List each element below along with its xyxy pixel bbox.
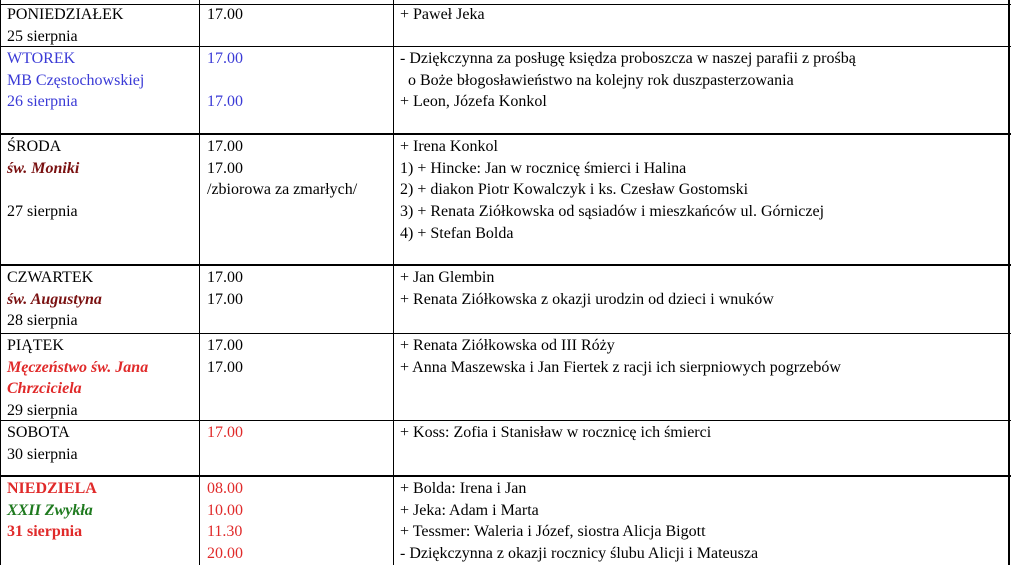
intention-line: 4) + Stefan Bolda	[400, 224, 514, 242]
intention-line: - Dziękczynna za posługę księdza proboszcza w naszej parafii z prośbą	[400, 50, 856, 67]
intention-line: + Jan Glembin	[400, 269, 495, 286]
time-line: 11.30	[207, 523, 243, 541]
column-divider	[0, 0, 1, 565]
intention-line: + Anna Maszewska i Jan Fiertek z racji ich sierpniowych pogrzebów	[400, 358, 841, 376]
intention-line: + Koss: Zofia i Stanisław w rocznicę ich śmierci	[400, 424, 712, 441]
day-line: MB Częstochowskiej	[7, 71, 145, 89]
column-divider	[1008, 0, 1010, 565]
intention-line: 2) + diakon Piotr Kowalczyk i ks. Czesław Gostomski	[400, 181, 749, 199]
row-divider	[0, 4, 1011, 5]
intention-line: 3) + Renata Ziółkowska od sąsiadów i mieszkańców ul. Górniczej	[400, 203, 825, 221]
day-line: 29 sierpnia	[7, 402, 78, 420]
intention-line: + Tessmer: Waleria i Józef, siostra Alicja Bigott	[400, 523, 706, 541]
intention-line: + Leon, Józefa Konkol	[400, 93, 547, 111]
time-line: 17.00	[207, 50, 243, 67]
day-line: SOBOTA	[7, 424, 70, 441]
time-line: 17.00	[207, 424, 243, 441]
day-line: WTOREK	[7, 50, 76, 67]
day-line: 31 sierpnia	[7, 523, 83, 541]
column-divider	[199, 0, 200, 565]
day-line: św. Augustyna	[7, 290, 102, 308]
time-line: 20.00	[207, 545, 243, 563]
time-line: 10.00	[207, 501, 243, 519]
row-divider	[0, 133, 1011, 135]
row-divider	[0, 264, 1011, 266]
time-line: 17.00	[207, 358, 243, 376]
row-divider	[0, 475, 1011, 477]
time-line: 17.00	[207, 290, 243, 308]
intention-line: o Boże błogosławieństwo na kolejny rok duszpasterzowania	[400, 71, 794, 89]
time-line: 17.00	[207, 337, 243, 354]
day-line: 28 sierpnia	[7, 312, 78, 330]
day-line: św. Moniki	[7, 159, 80, 177]
intention-line: - Dziękczynna z okazji rocznicy ślubu Alicji i Mateusza	[400, 545, 759, 563]
row-divider	[0, 420, 1011, 421]
intention-line: + Irena Konkol	[400, 138, 498, 155]
time-line: 17.00	[207, 93, 243, 111]
intention-line: + Bolda: Irena i Jan	[400, 480, 527, 497]
intention-line: + Jeka: Adam i Marta	[400, 501, 539, 519]
day-line: ŚRODA	[7, 138, 62, 155]
day-line: Męczeństwo św. Jana	[7, 358, 149, 376]
time-line: 17.00	[207, 6, 243, 23]
intention-line: + Paweł Jeka	[400, 6, 485, 23]
intention-line: + Renata Ziółkowska z okazji urodzin od dzieci i wnuków	[400, 290, 774, 308]
day-line: PIĄTEK	[7, 337, 64, 354]
time-line: 08.00	[207, 480, 243, 497]
time-line: 17.00	[207, 269, 243, 286]
day-line: 25 sierpnia	[7, 27, 78, 45]
day-line: PONIEDZIAŁEK	[7, 6, 124, 23]
day-line: NIEDZIELA	[7, 480, 97, 497]
time-line: 17.00	[207, 138, 243, 155]
day-line: 27 sierpnia	[7, 203, 78, 221]
day-line: 30 sierpnia	[7, 445, 78, 463]
intention-line: + Renata Ziółkowska od III Róży	[400, 337, 615, 354]
time-line: 17.00	[207, 159, 243, 177]
column-divider	[393, 0, 394, 565]
day-line: Chrzciciela	[7, 380, 82, 398]
day-line: CZWARTEK	[7, 269, 94, 286]
day-line: XXII Zwykła	[7, 501, 93, 519]
day-line: 26 sierpnia	[7, 93, 78, 111]
intention-line: 1) + Hincke: Jan w rocznicę śmierci i Halina	[400, 159, 687, 177]
row-divider	[0, 333, 1011, 334]
time-line: /zbiorowa za zmarłych/	[207, 181, 358, 199]
row-divider	[0, 46, 1011, 47]
